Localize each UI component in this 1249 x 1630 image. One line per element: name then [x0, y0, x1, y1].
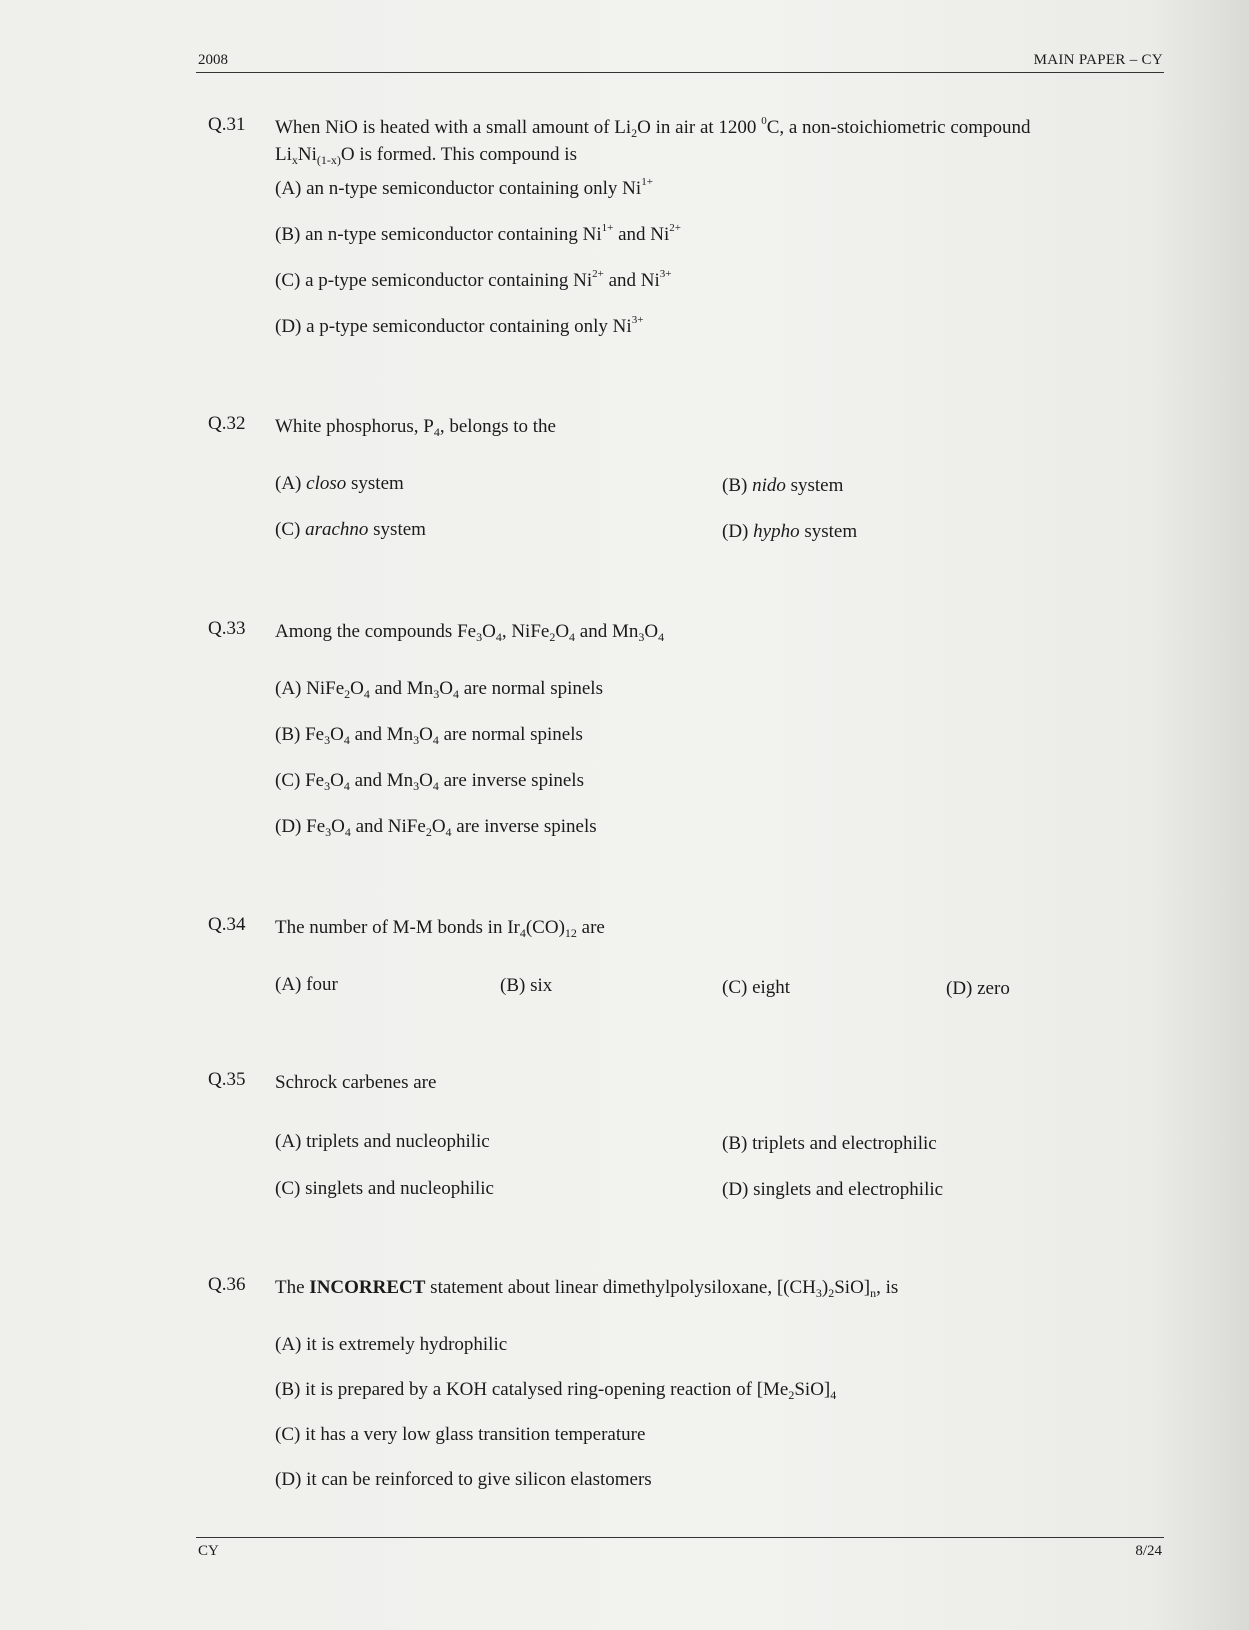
option-text-italic: hypho: [753, 521, 800, 542]
subscript: n: [870, 1286, 877, 1300]
text: The number of M-M bonds in Ir: [275, 917, 520, 938]
subscript: 3: [638, 630, 645, 644]
option-text: (D): [722, 521, 754, 542]
subscript: (1-x): [316, 153, 341, 167]
superscript: 0: [761, 115, 767, 127]
text: Ni: [297, 144, 317, 165]
option-text: O: [330, 724, 344, 745]
subscript: 4: [432, 779, 439, 793]
subscript: 12: [564, 926, 577, 940]
option-text: (B) Fe: [275, 724, 325, 745]
option-b[interactable]: (B) triplets and electrophilic: [722, 1133, 937, 1154]
option-text: are normal spinels: [458, 678, 603, 699]
subscript: 3: [476, 630, 483, 644]
option-text: (A) an n-type semiconductor containing only Ni: [275, 178, 642, 199]
option-b[interactable]: [275, 224, 681, 246]
option-text: (B) an n-type semiconductor containing Ni: [275, 224, 602, 245]
option-text: are inverse spinels: [451, 816, 597, 837]
question-text: Schrock carbenes are: [275, 1072, 437, 1093]
option-c[interactable]: (C) it has a very low glass transition temperature: [275, 1424, 646, 1445]
superscript: 1+: [641, 176, 653, 188]
footer-rule: [196, 1537, 1164, 1538]
subscript: 3: [324, 733, 331, 747]
subscript: 3: [413, 733, 420, 747]
subscript: 4: [343, 779, 350, 793]
option-c[interactable]: [275, 770, 584, 792]
option-b[interactable]: [722, 475, 843, 497]
subscript: 4: [519, 926, 526, 940]
text: , NiFe: [501, 621, 550, 642]
option-text: and Ni: [613, 224, 670, 245]
question-text: [275, 1274, 1155, 1301]
option-text: and Mn: [349, 724, 414, 745]
option-text: and Mn: [349, 770, 414, 791]
option-c[interactable]: [275, 270, 671, 292]
superscript: 2+: [592, 268, 604, 280]
subscript: 3: [815, 1286, 822, 1300]
header-rule: [196, 72, 1164, 73]
text: O in air at 1200: [637, 117, 762, 138]
option-c[interactable]: (C) singlets and nucleophilic: [275, 1178, 494, 1199]
option-text: are normal spinels: [438, 724, 583, 745]
question-text: [275, 914, 1155, 941]
text: and Mn: [575, 621, 639, 642]
subscript: 2: [549, 630, 556, 644]
text: White phosphorus, P: [275, 416, 434, 437]
subscript: 4: [363, 687, 370, 701]
subscript: 2: [788, 1388, 795, 1402]
question-number: Q.31: [208, 114, 246, 135]
option-text: (B) it is prepared by a KOH catalysed ring-opening reaction of [Me: [275, 1379, 789, 1400]
text: O is formed. This compound is: [340, 144, 577, 165]
option-text: system: [346, 473, 404, 494]
text: Among the compounds Fe: [275, 621, 477, 642]
option-a[interactable]: [275, 473, 404, 495]
text: are: [576, 917, 605, 938]
option-text: (A) NiFe: [275, 678, 345, 699]
option-text-italic: closo: [306, 473, 347, 494]
subscript: 4: [433, 425, 440, 439]
option-text: system: [785, 475, 844, 496]
option-text: O: [419, 770, 433, 791]
option-d[interactable]: (D) singlets and electrophilic: [722, 1179, 944, 1200]
subscript: 3: [433, 687, 440, 701]
option-a[interactable]: [275, 178, 653, 200]
text: ): [821, 1277, 829, 1298]
subscript: 3: [413, 779, 420, 793]
option-text: (C) Fe: [275, 770, 325, 791]
option-text: O: [350, 678, 364, 699]
option-text: and NiFe: [350, 816, 426, 837]
question-text: [275, 618, 1155, 645]
subscript: 4: [343, 733, 350, 747]
superscript: 2+: [669, 222, 681, 234]
subscript: 4: [658, 630, 665, 644]
option-text: (D) Fe: [275, 816, 326, 837]
option-d[interactable]: (D) zero: [946, 978, 1010, 999]
option-a[interactable]: [275, 678, 603, 700]
option-text: O: [431, 816, 446, 837]
subscript: 2: [828, 1286, 835, 1300]
text: When NiO is heated with a small amount of Li: [275, 117, 632, 138]
option-d[interactable]: [275, 816, 597, 838]
option-text: O: [331, 816, 345, 837]
option-text: (C) a p-type semiconductor containing Ni: [275, 270, 593, 291]
text: Li: [275, 144, 292, 165]
option-a[interactable]: (A) four: [275, 974, 338, 995]
subscript: 4: [344, 825, 351, 839]
option-text: SiO]: [794, 1379, 831, 1400]
option-text: O: [330, 770, 344, 791]
question-text: [275, 114, 1155, 168]
superscript: 3+: [659, 268, 672, 280]
option-text: and Ni: [603, 270, 660, 291]
text: O: [644, 621, 659, 642]
question-number: Q.34: [208, 914, 246, 935]
text: O: [482, 621, 496, 642]
header-year: 2008: [198, 52, 228, 68]
subscript: 4: [830, 1388, 837, 1402]
subscript: 4: [495, 630, 502, 644]
option-text: are inverse spinels: [438, 770, 584, 791]
subscript: 3: [325, 825, 332, 839]
option-text: (C): [275, 519, 306, 540]
option-text-italic: nido: [752, 475, 786, 496]
option-d[interactable]: [275, 316, 643, 338]
option-text: (A): [275, 473, 307, 494]
subscript: 2: [344, 687, 351, 701]
text: (CO): [525, 917, 565, 938]
question-text: [275, 413, 1155, 440]
option-text: O: [439, 678, 453, 699]
question-number: Q.36: [208, 1274, 246, 1295]
subscript: 4: [452, 687, 459, 701]
option-text: and Mn: [369, 678, 434, 699]
text: statement about linear dimethylpolysiloxane, [(CH: [425, 1277, 816, 1298]
subscript: 4: [569, 630, 576, 644]
text: The: [275, 1277, 310, 1298]
text: O: [555, 621, 570, 642]
option-b[interactable]: [275, 724, 583, 746]
subscript: 2: [631, 126, 638, 140]
header-paper: MAIN PAPER – CY: [1033, 52, 1163, 68]
text: , belongs to the: [439, 416, 556, 437]
question-number: Q.33: [208, 618, 246, 639]
subscript: 4: [445, 825, 452, 839]
option-text: O: [419, 724, 433, 745]
subscript: 4: [432, 733, 439, 747]
option-a[interactable]: (A) triplets and nucleophilic: [275, 1131, 490, 1152]
option-text: (D) a p-type semiconductor containing only Ni: [275, 316, 632, 337]
subscript: x: [291, 153, 298, 167]
option-d[interactable]: (D) it can be reinforced to give silicon elastomers: [275, 1469, 652, 1490]
question-number: Q.35: [208, 1069, 246, 1090]
option-c[interactable]: (C) eight: [722, 977, 791, 998]
option-text: system: [799, 521, 858, 542]
text: SiO]: [834, 1277, 871, 1298]
superscript: 1+: [601, 222, 614, 234]
option-text-italic: arachno: [305, 519, 369, 540]
text: C, a non-stoichiometric compound: [766, 117, 1031, 138]
option-b[interactable]: (B) six: [500, 975, 553, 996]
option-c[interactable]: [275, 519, 426, 541]
option-text: (B): [722, 475, 753, 496]
option-text: system: [368, 519, 426, 540]
option-d[interactable]: [722, 521, 857, 543]
subscript: 3: [324, 779, 331, 793]
option-a[interactable]: (A) it is extremely hydrophilic: [275, 1334, 508, 1355]
footer-code: CY: [198, 1543, 219, 1559]
subscript: 2: [425, 825, 432, 839]
emphasis-text: INCORRECT: [309, 1277, 426, 1298]
text: , is: [876, 1277, 899, 1298]
superscript: 3+: [631, 314, 644, 326]
option-b[interactable]: [275, 1379, 836, 1401]
question-number: Q.32: [208, 413, 246, 434]
page-number: 8/24: [1135, 1543, 1162, 1559]
